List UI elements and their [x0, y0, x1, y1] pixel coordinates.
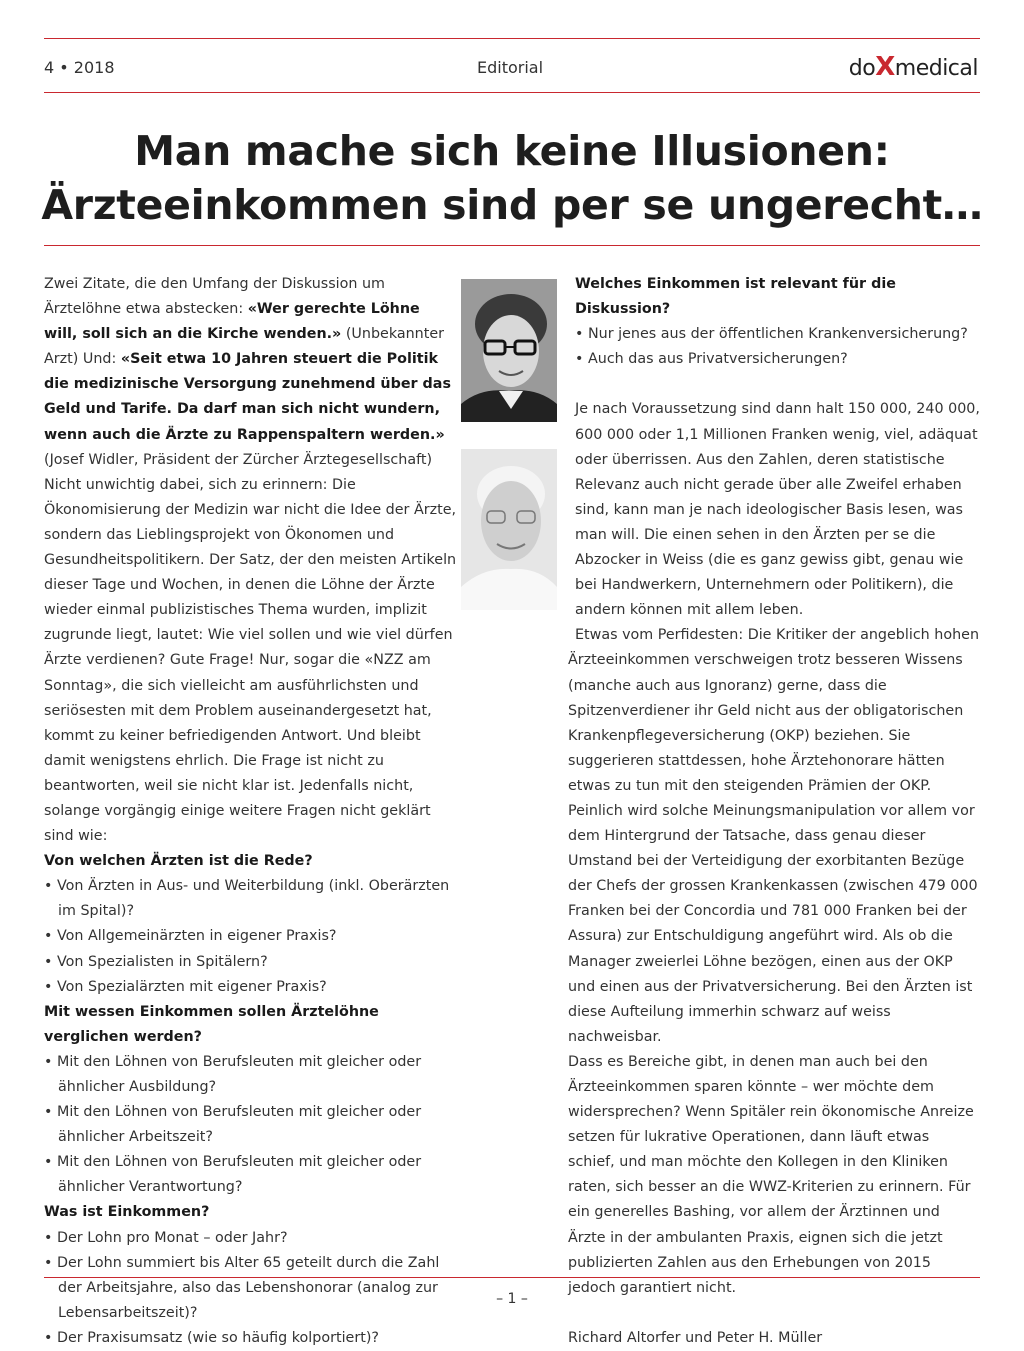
title-line-2: Ärzteeinkommen sind per se ungerecht…	[41, 181, 983, 229]
right-column	[568, 272, 980, 1351]
list-item: • Mit den Löhnen von Berufsleuten mit gleicher oder ähnlicher Verantwortung?	[44, 1154, 422, 1196]
issue-number: 4 • 2018	[44, 58, 115, 77]
spacer	[568, 372, 980, 397]
header-rule	[44, 92, 980, 93]
question-heading-2	[44, 1000, 457, 1050]
section-label: Editorial	[477, 58, 544, 77]
logo-do: do	[848, 56, 876, 81]
intro-text-3: (Josef Widler, Präsident der Zürcher Ärztegesellschaft) Nicht unwichtig dabei, sich zu erinnern: Die Ökonomisierung der Medizin war nicht die Idee der Ärzte, sondern das Lieblingsprojekt von Ökonomen und Gesundheitspolitikern. Der Satz, der den meisten Artikeln dieser Tage und Wochen, in denen die Löhne der Ärzte wieder einmal publizistisches Thema wurden, implizit zugrunde liegt, lautet: Wie viel sollen und wie viel dürfen Ärzte verdienen? Gute Frage! Nur, sogar die «NZZ am Sonntag», die sich vielleicht am ausführlichsten und seriösesten mit dem Problem auseinandergesetzt hat, kommt zu keiner befriedigenden Antwort. Und bleibt damit wenigstens ehrlich. Die Frage ist nicht zu beantworten, weil sie nicht klar ist. Jedenfalls nicht, solange vorgängig einige weitere Fragen nicht geklärt sind wie:	[44, 451, 457, 845]
top-rule	[44, 38, 980, 39]
question-heading-2-text: Mit wessen Einkommen sollen Ärztelöhne verglichen werden?	[44, 1003, 379, 1045]
portrait-man-glasses-image	[461, 279, 557, 422]
intro-text-2: (Unbekannter Arzt) Und:	[44, 326, 445, 368]
list-item: • Von Spezialisten in Spitälern?	[44, 953, 268, 970]
body-paragraph-3: Dass es Bereiche gibt, in denen man auch bei den Ärzteeinkommen sparen könnte – wer möchte dem widersprechen? Wenn Spitäler rein ökonomische Anreize setzen für lukrative Operationen, dann läuft etwas schief, und man möchte den Kollegen in den Kliniken raten, sich besser an die WWZ-Kriterien zu erinnern. Für ein generelles Bashing, vor allem der Ärztinnen und Ärzte in der ambulanten Praxis, eignen sich die jetzt publizierten Zahlen aus den Erhebungen von 2015 jedoch garantiert nicht.	[568, 1053, 974, 1296]
footer-rule	[44, 1277, 980, 1278]
signature: Richard Altorfer und Peter H. Müller	[568, 1329, 823, 1346]
question-heading-4-text: Welches Einkommen ist relevant für die Diskussion?	[575, 276, 896, 318]
list-item: • Mit den Löhnen von Berufsleuten mit gleicher oder ähnlicher Ausbildung?	[44, 1053, 422, 1095]
author-photo-2	[461, 449, 557, 610]
author-photo-1	[461, 279, 557, 422]
list-item: • Auch das aus Privatversicherungen?	[575, 351, 848, 368]
portrait-older-man-image	[461, 449, 557, 610]
question-heading-3-text: Was ist Einkommen?	[44, 1204, 210, 1221]
question-heading-4	[568, 272, 980, 322]
title-rule	[44, 245, 980, 246]
list-item: • Von Allgemeinärzten in eigener Praxis?	[44, 928, 337, 945]
list-item: • Der Lohn summiert bis Alter 65 geteilt durch die Zahl der Arbeitsjahre, also das Lebenshonorar (analog zur Lebensarbeitszeit)?	[44, 1254, 440, 1321]
logo-medical: medical	[894, 56, 978, 81]
question-heading-1-text: Von welchen Ärzten ist die Rede?	[44, 853, 313, 870]
intro-paragraph	[44, 272, 457, 849]
list-item: • Von Spezialärzten mit eigener Praxis?	[44, 978, 327, 995]
doxmedical-logo	[849, 52, 978, 82]
list-item: • Der Praxisumsatz (wie so häufig kolportiert)?	[44, 1329, 379, 1346]
list-item: • Der Lohn pro Monat – oder Jahr?	[44, 1229, 288, 1246]
body-paragraph-2: Etwas vom Perfidesten: Die Kritiker der angeblich hohen Ärzteeinkommen verschweigen trotz besseren Wissens (manche auch aus Ignoranz) gerne, dass die Spitzenverdiener ihr Geld nicht aus der obligatorischen Krankenpflegeversicherung (OKP) beziehen. Sie suggerieren stattdessen, hohe Ärztehonorare hätten etwas zu tun mit den steigenden Prämien der OKP. Peinlich wird solche Meinungsmanipulation vor allem vor dem Hintergrund der Tatsache, dass genau dieser Umstand bei der Verteidigung der exorbitanten Bezüge der Chefs der grossen Krankenkassen (zwischen 479 000 Franken bei der Concordia und 781 000 Franken bei der Assura) zur Entschuldigung angeführt wird. Als ob die Manager zweierlei Löhne bezögen, einen aus der OKP und einen aus der Privatversicherung. Bei den Ärzten ist diese Aufteilung immerhin schwarz auf weiss nachweisbar.	[568, 627, 980, 1045]
body-paragraph-1: Je nach Voraussetzung sind dann halt 150 000, 240 000, 600 000 oder 1,1 Millionen Franken wenig, viel, adäquat oder überrissen. Aus den Zahlen, deren statistische Relevanz auch nicht gerade über alle Zweifel erhaben sind, kann man je nach ideologischer Basis lesen, was man will. Die einen sehen in den Ärzten per se die Abzocker in Weiss (die es ganz gewiss gibt, genau wie bei Handwerkern, Unternehmern oder Politikern), die andern können mit allem leben.	[575, 401, 980, 619]
list-item: • Nur jenes aus der öffentlichen Krankenversicherung?	[575, 326, 968, 343]
page-number: – 1 –	[496, 1291, 528, 1307]
question-heading-1	[44, 849, 457, 874]
quote-2: «Seit etwa 10 Jahren steuert die Politik die medizinische Versorgung zunehmend über das Geld und Tarife. Da darf man sich nicht wundern, wenn auch die Ärzte zu Rappenspaltern werden.»	[44, 351, 451, 443]
list-item: • Von Ärzten in Aus- und Weiterbildung (inkl. Oberärzten im Spital)?	[44, 878, 450, 920]
list-item: • Mit den Löhnen von Berufsleuten mit gleicher oder ähnlicher Arbeitszeit?	[44, 1104, 422, 1146]
intro-text-1: Zwei Zitate, die den Umfang der Diskussion um Ärztelöhne etwa abstecken:	[44, 276, 385, 318]
left-column	[44, 272, 457, 1351]
title-line-1: Man mache sich keine Illusionen:	[134, 127, 890, 175]
question-heading-3	[44, 1200, 457, 1225]
logo-x: X	[875, 52, 895, 82]
quote-1: «Wer gerechte Löhne will, soll sich an die Kirche wenden.»	[44, 301, 420, 343]
article-title	[0, 124, 1024, 232]
